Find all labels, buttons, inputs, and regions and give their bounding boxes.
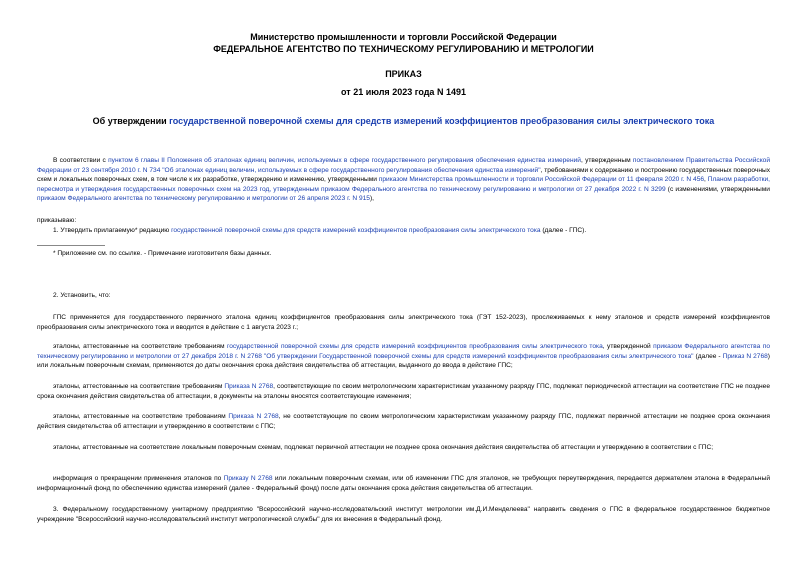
- document-date-number: от 21 июля 2023 года N 1491: [341, 87, 466, 97]
- text: , соответствующие по своим метрологическим характеристикам указанному разряду ГПС, подлежат периодической аттестации на соответствие ГПС не позднее срока окончания действия свидетельства об аттестации, в документы на эталоны вносятся соответствующие изменения;: [37, 383, 770, 400]
- text: эталоны, аттестованные на соответствие требованиям: [53, 343, 227, 350]
- paragraph-standards-4: эталоны, аттестованные на соответствие локальным поверочным схемам, подлежат первичной аттестации не позднее срока окончания действия свидетельства об аттестации и утверждению в соответствии с ГПС;: [53, 444, 714, 451]
- link-order-2768-short[interactable]: Приказ N 2768: [722, 352, 768, 360]
- item-1: [37, 226, 770, 236]
- link-order-2768[interactable]: Приказа N 2768: [228, 413, 279, 420]
- item-3: 3. Федеральному государственному унитарному предприятию "Всероссийский научно-исследовательский институт метрологии им.Д.И.Менделеева" направить сведения о ГПС в федеральное государственное бюджетное учреждение "Всероссийский научно-исследовательский институт метрологической службы" для их внесения в Федеральный фонд.: [37, 506, 770, 523]
- text: (далее -: [693, 352, 723, 360]
- paragraph-standards-2: [37, 382, 770, 401]
- link-government-decree[interactable]: постановлением Правительства Российской Федерации от 23 сентября 2010 г. N 734 "Об эталонах единиц величин, используемых в сфере государственного регулирования обеспечения единства измерений": [37, 157, 770, 174]
- text: информация о прекращении применения эталонов по: [53, 475, 224, 482]
- footnote: * Приложение см. по ссылке. - Примечание изготовителя базы данных.: [53, 250, 272, 257]
- link-agency-order[interactable]: приказом Федерального агентства по техническому регулированию и метрологии от 26 апреля 2023 г. N 915: [37, 195, 370, 203]
- paragraph-standards-1: [37, 342, 770, 371]
- text: эталоны, аттестованные на соответствие требованиям: [53, 413, 229, 420]
- text: , утвержденной: [602, 343, 654, 350]
- ministry-name: Министерство промышленности и торговли Российской Федерации: [250, 32, 557, 42]
- footnote-divider: [37, 245, 105, 246]
- text: (далее - ГПС).: [540, 227, 587, 234]
- text: , утвержденным: [580, 157, 633, 164]
- link-plan[interactable]: Планом разработки, пересмотра и утверждения государственных поверочных схем на 2023 год, утвержденным приказом Федерального агентства по техническому регулированию и метрологии от 27 декабря 2022 г. N 3299: [37, 176, 770, 193]
- link-ministry-order[interactable]: приказом Министерства промышленности и торговли Российской Федерации от 11 февраля 2020 г. N 456: [378, 176, 705, 184]
- document-type: ПРИКАЗ: [385, 69, 422, 79]
- text: , не соответствующие по своим метрологическим характеристикам указанному разряду ГПС, подлежат первичной аттестации не позднее срока окончания действия свидетельства об аттестации и утверждению в соответствии с ГПС;: [37, 413, 771, 430]
- document-title: [0, 116, 807, 126]
- text: ,: [704, 176, 708, 184]
- link-order-2768[interactable]: Приказа N 2768: [224, 383, 274, 390]
- text: ) или локальным поверочным схемам, применяются до даты окончания срока действия свидетельства об аттестации, выданного до ввода в действие ГПС;: [37, 352, 770, 370]
- agency-name: ФЕДЕРАЛЬНОЕ АГЕНТСТВО ПО ТЕХНИЧЕСКОМУ РЕГУЛИРОВАНИЮ И МЕТРОЛОГИИ: [213, 44, 594, 54]
- link-gps[interactable]: государственной поверочной схемы для средств измерений коэффициентов преобразования силы электрического тока: [171, 227, 541, 234]
- text: 1. Утвердить прилагаемую* редакцию: [53, 227, 172, 234]
- paragraph-gps-application: ГПС применяется для государственного первичного эталона единиц коэффициентов преобразования силы электрического тока (ГЭТ 152-2023), прослеживаемых к нему эталонов и средств измерений коэффициентов преобразования силы электрического тока и вводится в действие с 1 августа 2023 г.;: [37, 314, 770, 331]
- text: или локальным поверочным схемам, или об изменении ГПС для эталонов, не требующих переутверждения, передается держателем эталона в Федеральный информационный фонд по обеспечению единства измерений (далее - Федеральный фонд) после даты окончания срока действия свидетельства об аттестации.: [37, 475, 770, 492]
- text: эталоны, аттестованные на соответствие требованиям: [53, 383, 225, 390]
- paragraph-information: [37, 474, 770, 493]
- link-regulation-item[interactable]: пунктом 6 главы II Положения об эталонах единиц величин, используемых в сфере государственного регулирования обеспечения единства измерений: [108, 157, 581, 164]
- title-prefix: Об утверждении: [92, 116, 170, 126]
- preamble-paragraph: [37, 156, 770, 204]
- paragraph-standards-3: [37, 412, 770, 431]
- text: ),: [369, 195, 374, 203]
- text: В соответствии с: [53, 157, 109, 164]
- link-order-2768[interactable]: приказом Федерального агентства по техническому регулированию и метрологии от 27 декабря 2018 г. N 2768 "Об утверждении Государственной поверочной схемы для средств измерений коэффициентов преобразования силы электрического тока": [37, 343, 770, 360]
- text: , требованиями к содержанию и построению государственных поверочных схем и локальных поверочных схем, в том числе к их разработке, утверждению и изменению, утвержденными: [37, 166, 770, 184]
- item-2: 2. Установить, что:: [53, 292, 111, 299]
- text: (с изменениями, утвержденными: [665, 185, 770, 193]
- link-gps-2018[interactable]: государственной поверочной схемы для средств измерений коэффициентов преобразования силы электрического тока: [226, 343, 603, 350]
- title-link[interactable]: государственной поверочной схемы для средств измерений коэффициентов преобразования силы электрического тока: [169, 116, 715, 126]
- order-word: приказываю:: [37, 217, 77, 224]
- link-order-2768[interactable]: Приказу N 2768: [223, 475, 273, 482]
